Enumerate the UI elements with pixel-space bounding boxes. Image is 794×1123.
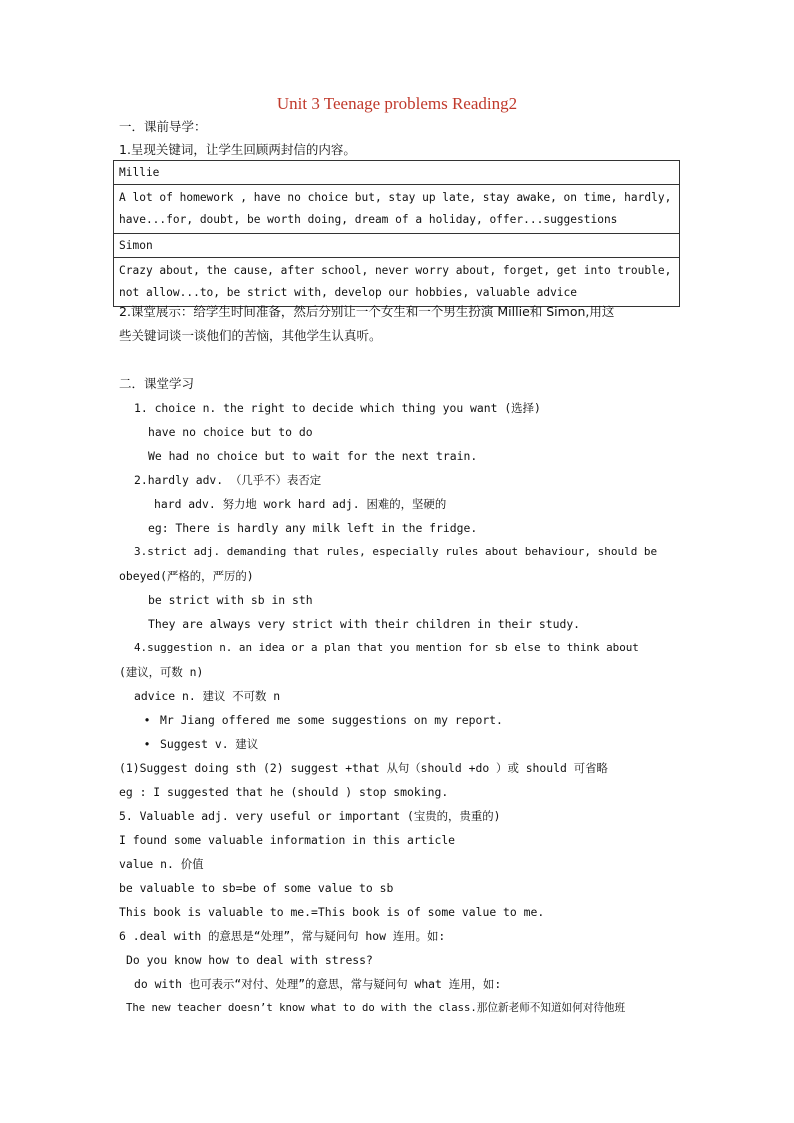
note-line: 3.strict adj. demanding that rules, especially rules about behaviour, should be (134, 545, 658, 558)
bullet-icon: • (143, 713, 151, 727)
table-row (114, 161, 680, 185)
note-line: They are always very strict with their children in their study. (148, 617, 581, 631)
note-line: 2.hardly adv. （几乎不）表否定 (134, 473, 322, 487)
note-line: be valuable to sb=be of some value to sb (119, 881, 394, 895)
table-cell-millie-name: Millie (114, 161, 680, 185)
note-line: I found some valuable information in this article (119, 833, 456, 847)
note-line: We had no choice but to wait for the next train. (148, 449, 478, 463)
table-row (114, 185, 680, 234)
table-row (114, 258, 680, 307)
page-title: Unit 3 Teenage problems Reading2 (276, 94, 518, 113)
note-line: hard adv. 努力地 work hard adj. 困难的，坚硬的 (154, 497, 447, 511)
pre-class-item-2-line-1: 2.课堂展示：给学生时间准备，然后分别让一个女生和一个男生扮演 Millie和 Simon,用这 (119, 304, 615, 319)
note-line: eg: There is hardly any milk left in the fridge. (148, 521, 478, 535)
note-line: eg : I suggested that he (should ) stop smoking. (119, 785, 449, 799)
note-line: (建议，可数 n) (119, 665, 204, 679)
note-line: value n. 价值 (119, 857, 204, 871)
note-line: Mr Jiang offered me some suggestions on my report. (160, 713, 503, 727)
pre-class-item-1: 1.呈现关键词，让学生回顾两封信的内容。 (119, 142, 356, 157)
note-line: have no choice but to do (148, 425, 313, 439)
table-row (114, 234, 680, 258)
pre-class-item-2-line-2: 些关键词谈一谈他们的苦恼，其他学生认真听。 (119, 328, 382, 343)
note-line: The new teacher doesn’t know what to do with the class.那位新老师不知道如何对待他班 (126, 1002, 626, 1014)
keywords-table (113, 160, 680, 307)
section-heading-pre-class: 一．课前导学： (119, 119, 207, 134)
note-line: advice n. 建议 不可数 n (134, 689, 281, 703)
note-line: (1)Suggest doing sth (2) suggest +that 从句（should +do ）或 should 可省略 (119, 761, 608, 775)
note-line: This book is valuable to me.=This book is of some value to me. (119, 905, 545, 919)
note-line: 5. Valuable adj. very useful or important (宝贵的，贵重的) (119, 809, 501, 823)
note-line: Do you know how to deal with stress? (126, 953, 373, 967)
note-line: 1. choice n. the right to decide which thing you want (选择) (134, 401, 541, 415)
bullet-item (134, 713, 503, 727)
note-line: obeyed(严格的，严厉的) (119, 569, 254, 583)
table-cell-simon-words: Crazy about, the cause, after school, never worry about, forget, get into trouble, not allow...to, be strict with, develop our hobbies, valuable advice (114, 258, 680, 307)
note-line: Suggest v. 建议 (160, 737, 259, 751)
table-cell-millie-words: A lot of homework , have no choice but, stay up late, stay awake, on time, hardly, have...for, doubt, be worth doing, dream of a holiday, offer...suggestions (114, 185, 680, 234)
section-heading-in-class: 二．课堂学习 (119, 376, 195, 391)
bullet-item (134, 737, 258, 751)
table-cell-simon-name: Simon (114, 234, 680, 258)
note-line: do with 也可表示“对付、处理”的意思，常与疑问句 what 连用，如: (134, 977, 502, 991)
note-line: be strict with sb in sth (148, 593, 313, 607)
note-line: 6 .deal with 的意思是“处理”，常与疑问句 how 连用。如: (119, 929, 446, 943)
note-line: 4.suggestion n. an idea or a plan that you mention for sb else to think about (134, 641, 639, 654)
bullet-icon: • (143, 737, 151, 751)
